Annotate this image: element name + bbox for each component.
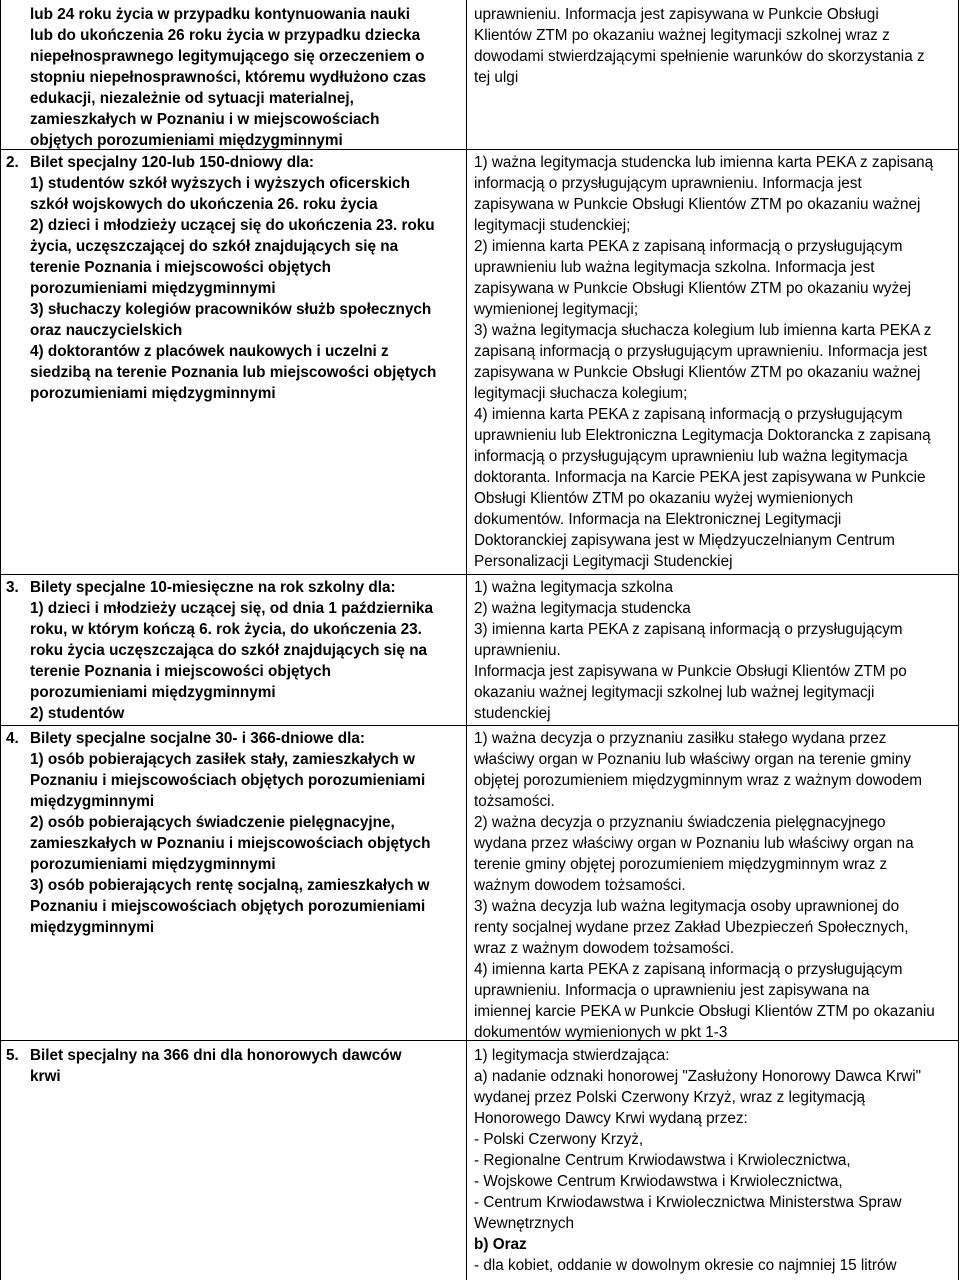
column-divider — [466, 0, 467, 1280]
row-1-description: lub 24 roku życia w przypadku kontynuowania nauki lub do ukończenia 26 roku życia w przypadku dziecka niepełnosprawnego legitymującego się orzeczeniem o stopniu niepełnosprawności, któremu wydłużono czas edukacji, niezależnie od sytuacji materialnej, zamieszkałych w Poznaniu i w miejscowościach objętych porozumieniami międzygminnymi — [30, 6, 427, 149]
row-1-requirements: uprawnieniu. Informacja jest zapisywana w Punkcie Obsługi Klientów ZTM po okazaniu ważnej legitymacji szkolnej wraz z dowodami stwierdzającymi spełnienie warunków do skorzystania z tej ulgi — [474, 6, 925, 86]
row-3-requirements: 1) ważna legitymacja szkolna 2) ważna legitymacja studencka 3) imienna karta PEKA z zapisaną informacją o przysługującym uprawnieniu. Informacja jest zapisywana w Punkcie Obsługi Klientów ZTM po okazaniu ważnej legitymacji szkolnej lub ważnej legitymacji studenckiej — [474, 579, 907, 722]
row-4-number: 4. — [6, 730, 19, 747]
row-separator — [0, 725, 959, 726]
row-2-requirements: 1) ważna legitymacja studencka lub imienna karta PEKA z zapisaną informacją o przysługującym uprawnieniu. Informacja jest zapisywana w Punkcie Obsługi Klientów ZTM po okazaniu ważnej legitymacji studenckiej; 2) imienna karta PEKA z zapisaną informacją o przysługującym uprawnieniu lub ważna legitymacja szkolna. Informacja jest zapisywana w Punkcie Obsługi Klientów ZTM po okazaniu wyżej wymienionej legitymacji; 3) ważna legitymacja słuchacza kolegium lub imienna karta PEKA z zapisaną informacją o przysługującym uprawnieniu. Informacja jest zapisywana w Punkcie Obsługi Klientów ZTM po okazaniu ważnej legitymacji słuchacza kolegium; 4) imienna karta PEKA z zapisaną informacją o przysługującym uprawnieniu lub Elektroniczna Legitymacja Doktorancka z zapisaną informacją o przysługującym uprawnieniu lub ważna legitymacja doktoranta. Informacja na Karcie PEKA jest zapisywana w Punkcie Obsługi Klientów ZTM po okazaniu wyżej wymienionych dokumentów. Informacja na Elektronicznej Legitymacji Doktoranckiej zapisywana jest w Międzyuczelnianym Centrum Personalizacji Legitymacji Studenckiej — [474, 154, 934, 570]
row-2-number: 2. — [6, 154, 19, 171]
row-5-requirements: 1) legitymacja stwierdzająca: a) nadanie odznaki honorowej "Zasłużony Honorowy Dawca Krwi" wydanej przez Polski Czerwony Krzyż, wraz z legitymacją Honorowego Dawcy Krwi wydaną przez: - Polski Czerwony Krzyż, - Regionalne Centrum Krwiodawstwa i Krwiolecznictwa, - Wojskowe Centrum Krwiodawstwa i Krwiolecznictwa, - Centrum Krwiodawstwa i Krwiolecznictwa Ministerstwa Spraw Wewnętrznych — [474, 1047, 922, 1232]
row-separator — [0, 574, 959, 575]
table-border-left — [0, 0, 1, 1280]
row-3-number: 3. — [6, 579, 19, 596]
row-4-description: Bilety specjalne socjalne 30- i 366-dniowe dla: 1) osób pobierających zasiłek stały, zamieszkałych w Poznaniu i miejscowościach objętych porozumieniami międzygminnymi 2) osób pobierających świadczenie pielęgnacyjne, zamieszkałych w Poznaniu i miejscowościach objętych porozumieniami międzygminnymi 3) osób pobierających rentę socjalną, zamieszkałych w Poznaniu i miejscowościach objętych porozumieniami międzygminnymi — [30, 730, 431, 936]
table-border-right — [958, 0, 959, 1280]
row-5-number: 5. — [6, 1047, 19, 1064]
row-5-requirements-b-heading: b) Oraz — [474, 1236, 527, 1253]
row-2-description: Bilet specjalny 120-lub 150-dniowy dla: 1) studentów szkół wyższych i wyższych oficerskich szkół wojskowych do ukończenia 26. roku życia 2) dzieci i młodzieży uczącej się do ukończenia 23. roku życia, uczęszczającej do szkół znajdujących się na terenie Poznania i miejscowości objętych porozumieniami międzygminnymi 3) słuchaczy kolegiów pracowników służb społecznych oraz nauczycielskich 4) doktorantów z placówek naukowych i uczelni z siedzibą na terenie Poznania lub miejscowości objętych porozumieniami międzygminnymi — [30, 154, 437, 402]
row-4-requirements: 1) ważna decyzja o przyznaniu zasiłku stałego wydana przez właściwy organ w Poznaniu lub właściwy organ na terenie gminy objętej porozumieniem międzygminnym wraz z ważnym dowodem tożsamości. 2) ważna decyzja o przyznaniu świadczenia pielęgnacyjnego wydana przez właściwy organ w Poznaniu lub właściwy organ na terenie gminy objętej porozumieniem międzygminnym wraz z ważnym dowodem tożsamości. 3) ważna decyzja lub ważna legitymacja osoby uprawnionej do renty socjalnej wydane przez Zakład Ubezpieczeń Społecznych, wraz z ważnym dowodem tożsamości. 4) imienna karta PEKA z zapisaną informacją o przysługującym uprawnieniu. Informacja o uprawnieniu jest zapisywana na imiennej karcie PEKA w Punkcie Obsługi Klientów ZTM po okazaniu dokumentów wymienionych w pkt 1-3 — [474, 730, 935, 1041]
row-3-description: Bilety specjalne 10-miesięczne na rok szkolny dla: 1) dzieci i młodzieży uczącej się, od dnia 1 października roku, w którym kończą 6. rok życia, do ukończenia 23. roku życia uczęszczająca do szkół znajdujących się na terenie Poznania i miejscowości objętych porozumieniami międzygminnymi 2) studentów — [30, 579, 433, 722]
row-5-requirements-b-text: - dla kobiet, oddanie w dowolnym okresie co najmniej 15 litrów — [474, 1257, 897, 1274]
row-5-description: Bilet specjalny na 366 dni dla honorowych dawców krwi — [30, 1047, 402, 1085]
